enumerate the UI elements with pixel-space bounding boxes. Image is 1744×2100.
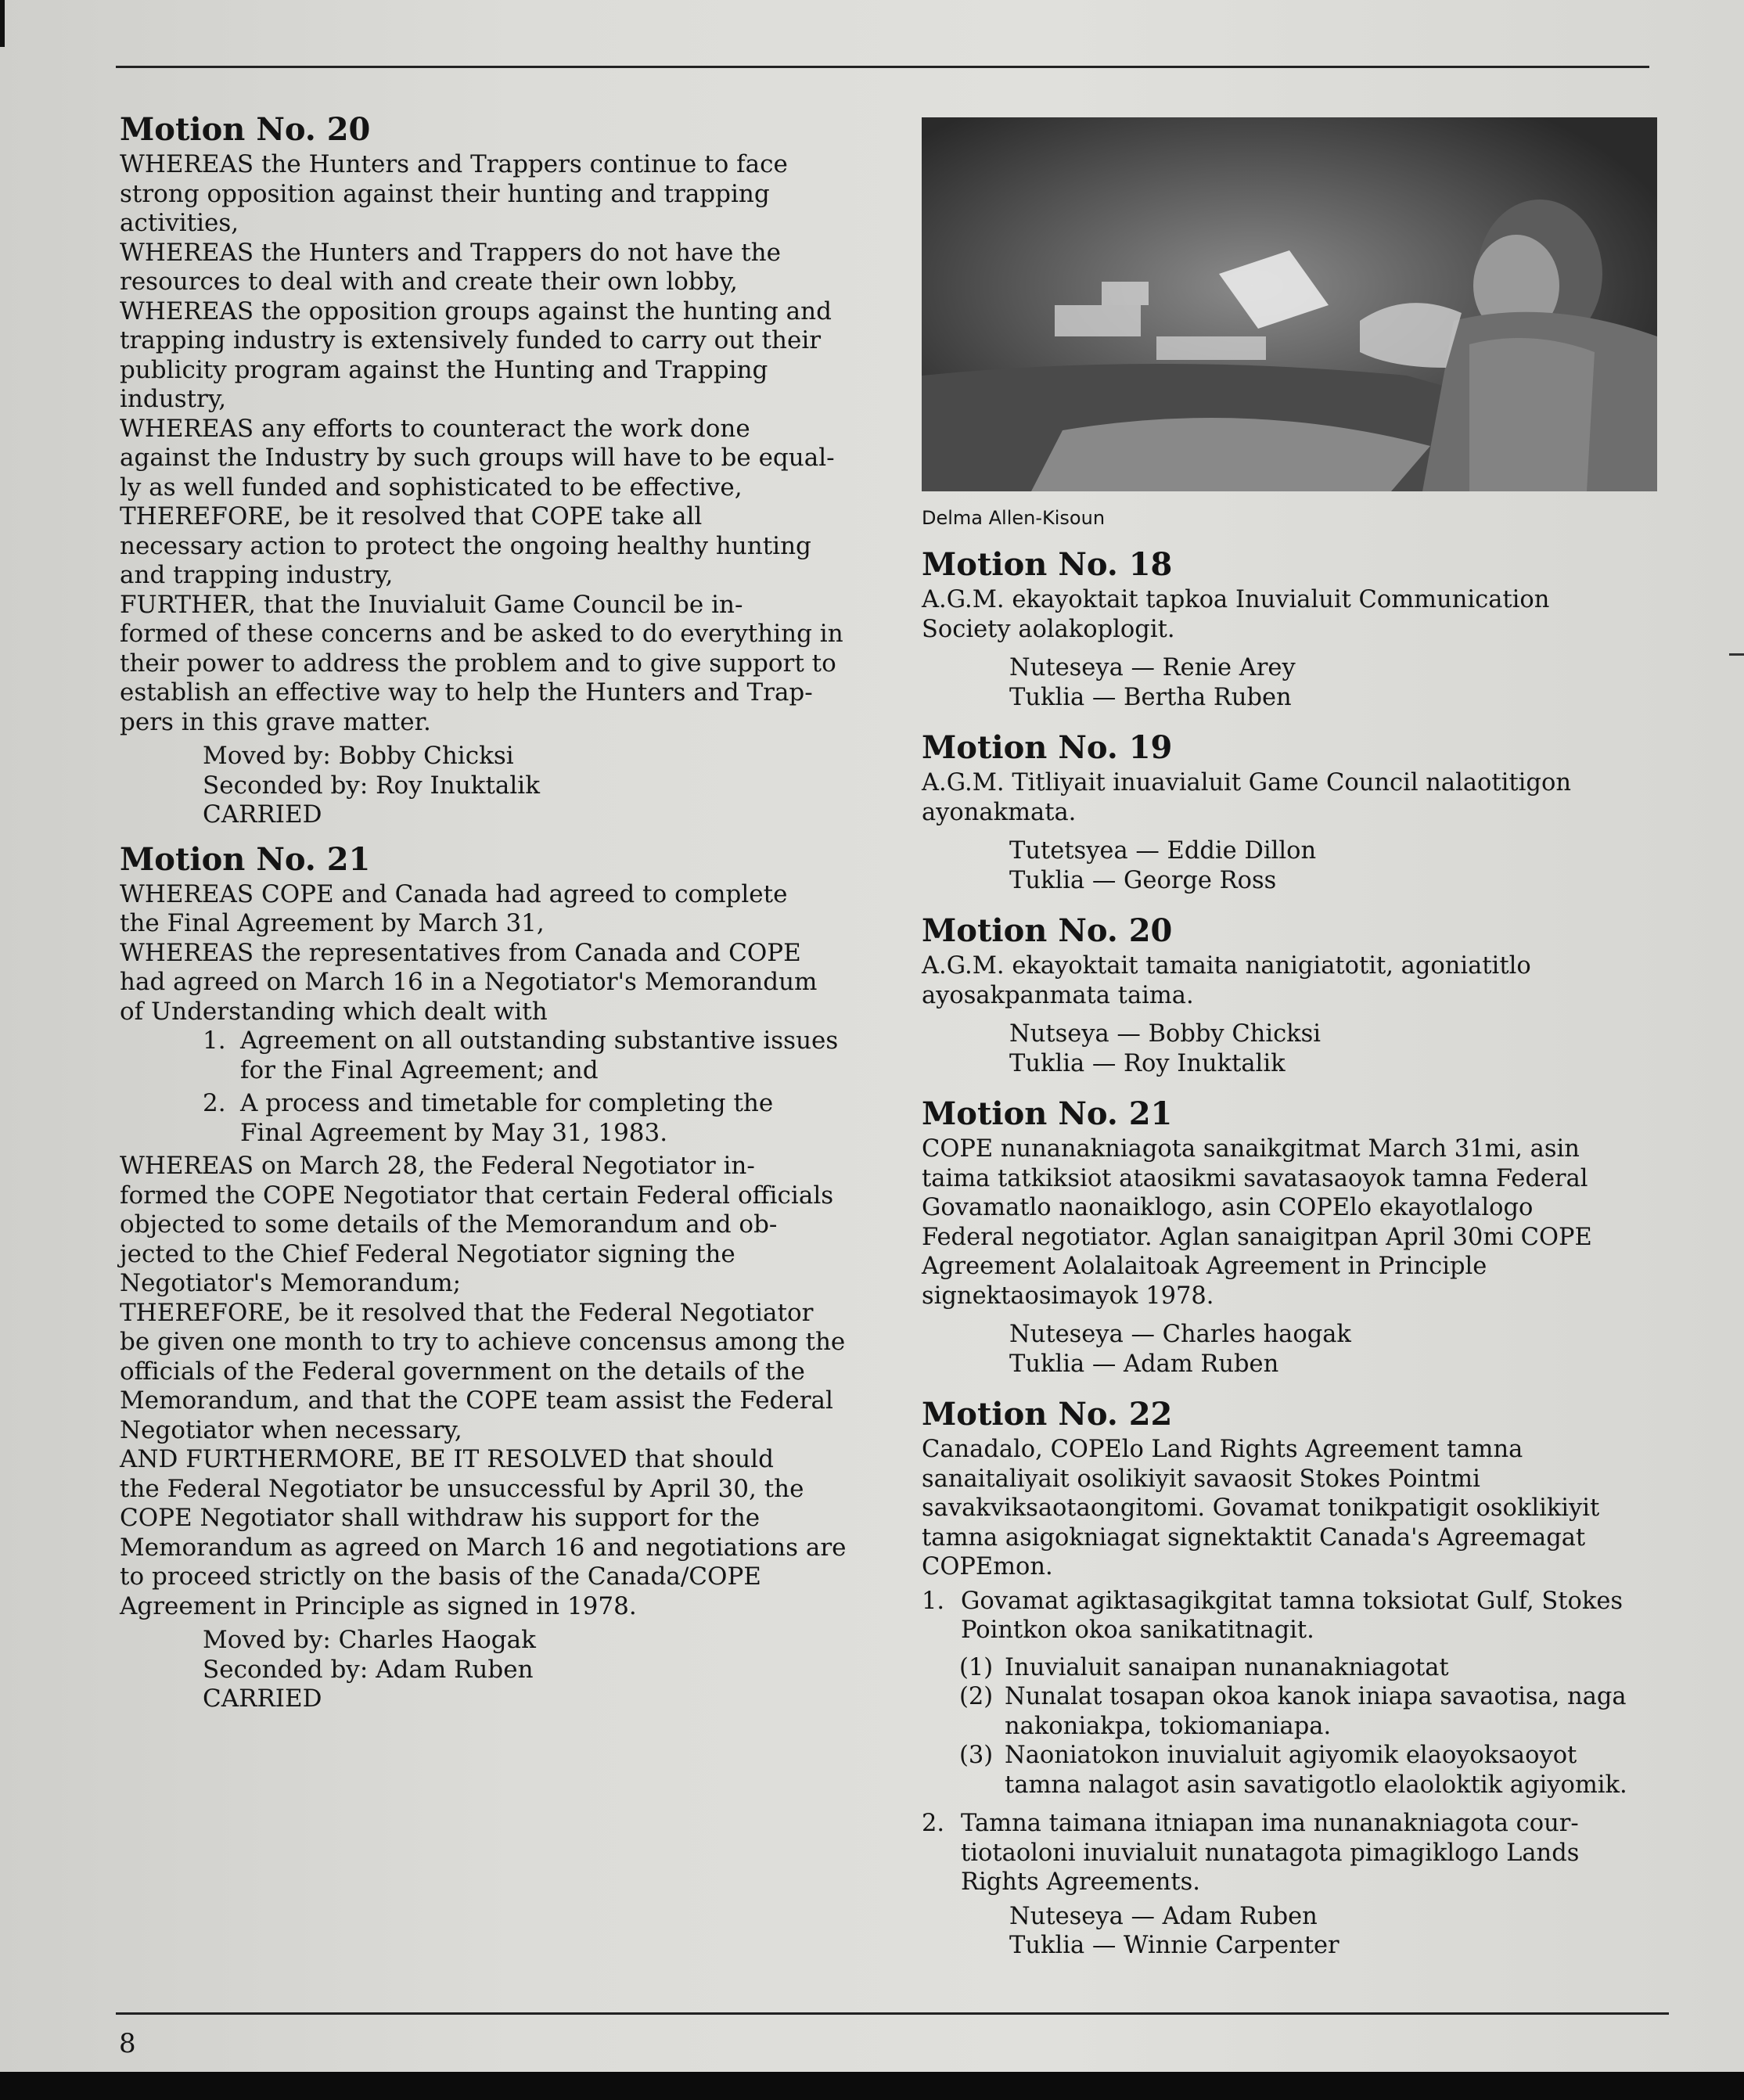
bottom-rule [116, 2012, 1669, 2015]
motion-body: A.G.M. Titliyait inuavialuit Game Council nalaotitigon ayonakmata. [922, 769, 1571, 826]
motion-21-inuvialuktun [922, 1095, 1665, 1379]
right-column [922, 117, 1665, 1961]
mover: Nuteseya — Adam Ruben [1009, 1902, 1318, 1930]
scan-bottom-edge [0, 2072, 1744, 2100]
signatories [1009, 1320, 1665, 1379]
seconded-by: Seconded by: Roy Inuktalik [203, 771, 541, 800]
signatories [1009, 653, 1665, 712]
sub-list-item: (3) Naoniatokon inuvialuit agiyomik elaoyoksaoyot tamna nalagot asin savatigotlo elaoloktik agiyomik. [959, 1742, 1627, 1799]
seconded-by: Seconded by: Adam Ruben [203, 1655, 534, 1684]
signatories [203, 1626, 871, 1714]
moved-by: Moved by: Bobby Chicksi [203, 742, 514, 770]
motion-20-english [120, 111, 871, 830]
motion-heading: Motion No. 18 [922, 546, 1173, 583]
sub-list-item: (2) Nunalat tosapan okoa kanok iniapa savaotisa, naga nakoniakpa, tokiomaniapa. [959, 1683, 1627, 1740]
motion-body: A.G.M. ekayoktait tamaita nanigiatotit, agoniatitlo ayosakpanmata taima. [922, 952, 1531, 1009]
margin-mark [1729, 653, 1744, 656]
sub-list-item: (1) Inuvialuit sanaipan nunanakniagotat [959, 1653, 1449, 1681]
signatories [1009, 1019, 1665, 1078]
sub-list [959, 1653, 1665, 1800]
signatories [1009, 836, 1665, 895]
motion-18-inuvialuktun [922, 546, 1665, 712]
list-item: 2. Tamna taimana itniapan ima nunanakniagota cour- tiotaoloni inuvialuit nunatagota pimagiklogo Lands Rights Agreements. [922, 1810, 1580, 1896]
motion-heading: Motion No. 22 [922, 1396, 1173, 1433]
mover: Nutseya — Bobby Chicksi [1009, 1020, 1321, 1048]
motion-body: COPE nunanakniagota sanaikgitmat March 31mi, asin taima tatkiksiot ataosikmi savatasaoyok tamna Federal Govamatlo naonaiklogo, asin COPElo ekayotlalogo Federal negotiator. Aglan sanaigitpan April 30mi COPE Agreement Aolalaitoak Agreement in Principle signektaosimayok 1978. [922, 1135, 1592, 1310]
photo-delma-allen-kisoun [922, 117, 1657, 491]
motion-22-inuvialuktun [922, 1396, 1665, 1961]
motion-body: WHEREAS the Hunters and Trappers continue to face strong opposition against their hunting and trapping activities, WHEREAS the Hunters and Trappers do not have the resources to deal with and create their own lobby, WHEREAS the opposition groups against the hunting and trapping industry is extensively funded to carry out their publicity program against the Hunting and Trapping industry, WHEREAS any efforts to counteract the work done against the Industry by such groups will have to be equal- ly as well funded and sophisticated to be effective, THEREFORE, be it resolved that COPE take all necessary action to protect the ongoing healthy hunting and trapping industry, FURTHER, that the Inuvialuit Game Council be in- formed of these concerns and be asked to do everything in their power to address the problem and to give support to establish an effective way to help the Hunters and Trap- pers in this grave matter. [120, 150, 843, 736]
motion-body: A.G.M. ekayoktait tapkoa Inuvialuit Communication Society aolakoplogit. [922, 586, 1550, 643]
list-item: 1. Agreement on all outstanding substantive issues for the Final Agreement; and [203, 1027, 839, 1084]
signatories [203, 742, 871, 830]
mover: Nuteseya — Charles haogak [1009, 1321, 1351, 1348]
motion-21-english [120, 841, 871, 1714]
seconder: Tuklia — George Ross [1009, 866, 1277, 894]
motion-heading: Motion No. 21 [120, 840, 371, 878]
seconder: Tuklia — Adam Ruben [1009, 1350, 1279, 1378]
mover: Tutetsyea — Eddie Dillon [1009, 837, 1317, 865]
motion-body-part1: WHEREAS COPE and Canada had agreed to complete the Final Agreement by March 31, WHEREAS the representatives from Canada and COPE had agreed on March 16 in a Negotiator's Memorandum of Understanding which dealt with [120, 879, 818, 1026]
seconder: Tuklia — Bertha Ruben [1009, 683, 1292, 711]
photo-caption: Delma Allen-Kisoun [922, 507, 1106, 529]
top-rule [116, 66, 1649, 68]
motion-result: CARRIED [203, 1685, 322, 1713]
seconder: Tuklia — Winnie Carpenter [1009, 1932, 1339, 1959]
seconder: Tuklia — Roy Inuktalik [1009, 1049, 1286, 1077]
motion-result: CARRIED [203, 800, 322, 829]
motion-20-inuvialuktun [922, 912, 1665, 1078]
moved-by: Moved by: Charles Haogak [203, 1626, 536, 1654]
motion-body: Canadalo, COPElo Land Rights Agreement tamna sanaitaliyait osolikiyit savaosit Stokes Pointmi savakviksaotaongitomi. Govamat tonikpatigit osoklikiyit tamna asigokniagat signektaktit Canada's Agreemagat COPEmon. [922, 1436, 1600, 1580]
motion-heading: Motion No. 20 [120, 111, 371, 148]
page-number: 8 [119, 2028, 136, 2059]
list-item: 1. Govamat agiktasagikgitat tamna toksiotat Gulf, Stokes Pointkon okoa sanikatitnagit. (1) Inuvialuit sanaipan nunanakniagotat (2) Nunalat tosapan okoa kanok iniapa savaotisa, naga nakoniakpa, tokiomaniapa. (3) Naoniatokon inuvialuit agiyomik elaoyoksaoyot tamna nalagot asin savatigotlo elaoloktik agiyomik. [922, 1587, 1665, 1805]
numbered-list [922, 1587, 1665, 1897]
mover: Nuteseya — Renie Arey [1009, 654, 1296, 681]
signatories [1009, 1902, 1665, 1961]
left-column [120, 111, 871, 1714]
motion-heading: Motion No. 19 [922, 729, 1173, 766]
motion-body-part2: WHEREAS on March 28, the Federal Negotiator in- formed the COPE Negotiator that certain Federal officials objected to some details of the Memorandum and ob- jected to the Chief Federal Negotiator signing the Negotiator's Memorandum; THEREFORE, be it resolved that the Federal Negotiator be given one month to try to achieve concensus among the officials of the Federal government on the details of the Memorandum, and that the COPE team assist the Federal Negotiator when necessary, AND FURTHERMORE, BE IT RESOLVED that should the Federal Negotiator be unsuccessful by April 30, the COPE Negotiator shall withdraw his support for the Memorandum as agreed on March 16 and negotiations are to proceed strictly on the basis of the Canada/COPE Agreement in Principle as signed in 1978. [120, 1152, 847, 1620]
binding-edge [0, 0, 5, 47]
motion-heading: Motion No. 21 [922, 1095, 1173, 1132]
list-item: 2. A process and timetable for completing the Final Agreement by May 31, 1983. [203, 1089, 774, 1147]
photo-illustration [922, 117, 1657, 491]
numbered-list [203, 1027, 871, 1148]
motion-19-inuvialuktun [922, 729, 1665, 895]
motion-heading: Motion No. 20 [922, 912, 1173, 949]
